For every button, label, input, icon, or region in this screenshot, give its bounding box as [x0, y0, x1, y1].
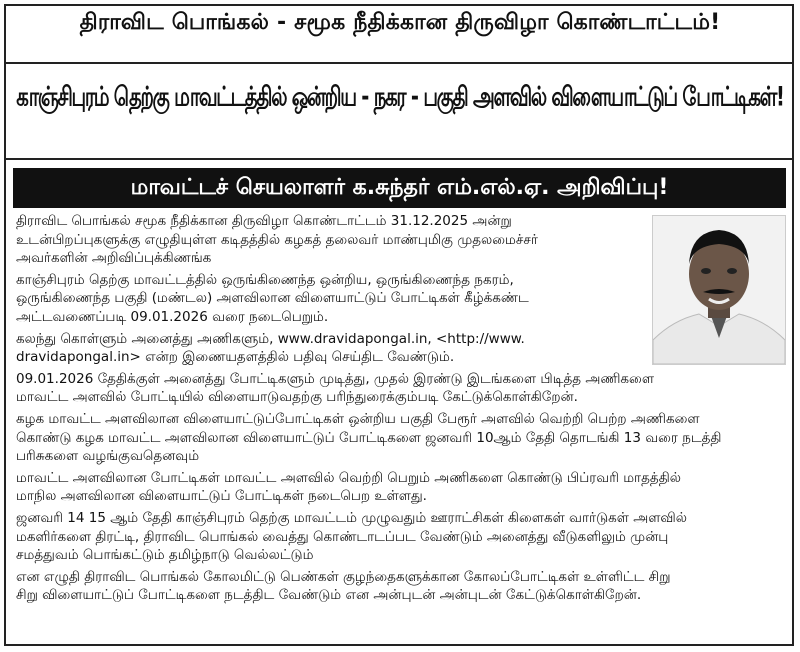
text-line: சிறு விளையாட்டுப் போட்டிகளை நடத்திட வேண்டும் என அன்புடன் அன்புடன் கேட்டுக்கொள்கிறேன். — [16, 587, 642, 604]
text-line: உடன்பிறப்புகளுக்கு எழுதியுள்ள கடிதத்தில் கழகத் தலைவர் மாண்புமிகு முதலமைச்சர் — [16, 231, 538, 248]
text-line: சமத்துவம் பொங்கட்டும் தமிழ்நாடு வெல்லட்டும் — [16, 547, 314, 564]
text-line: கலந்து கொள்ளும் அனைத்து அணிகளும், www.dravidapongal.in, <http://www. — [16, 330, 525, 347]
notice-body — [16, 212, 786, 608]
text-line: திராவிட பொங்கல் சமூக நீதிக்கான திருவிழா கொண்டாட்டம் 31.12.2025 அன்று — [16, 213, 512, 229]
text-line: அட்டவணைப்படி 09.01.2026 வரை நடைபெறும். — [16, 308, 329, 325]
divider — [6, 62, 792, 64]
announcement-banner: மாவட்டச் செயலாளர் க.சுந்தர் எம்.எல்.ஏ. அறிவிப்பு! — [13, 168, 786, 208]
text-line: பரிசுகளை வழங்குவதெனவும் — [16, 448, 200, 465]
text-line: dravidapongal.in> என்ற இணையதளத்தில் பதிவு செய்திட வேண்டும். — [16, 349, 455, 366]
paragraph — [16, 410, 786, 466]
paragraph — [16, 330, 652, 367]
headline-main: காஞ்சிபுரம் தெற்கு மாவட்டத்தில் ஒன்றிய - நகர - பகுதி அளவில் விளையாட்டுப் போட்டிகள்! — [16, 81, 784, 113]
paragraph — [16, 370, 786, 407]
text-line: மாவட்ட அளவில் போட்டியில் விளையாடுவதற்கு பரிந்துரைக்கும்படி கேட்டுக்கொள்கிறேன். — [16, 389, 578, 406]
text-line: 09.01.2026 தேதிக்குள் அனைத்து போட்டிகளும் முடித்து, முதல் இரண்டு இடங்களை பிடித்த அணிகளை — [16, 370, 655, 387]
text-line: மாவட்ட அளவிலான போட்டிகள் மாவட்ட அளவில் வெற்றி பெறும் அணிகளை கொண்டு பிப்ரவரி மாதத்தில் — [16, 469, 681, 486]
divider — [6, 158, 792, 160]
paragraph — [16, 212, 652, 268]
text-line: அவர்களின் அறிவிப்புக்கிணங்க — [16, 250, 212, 267]
text-line: கழக மாவட்ட அளவிலான விளையாட்டுப்போட்டிகள் ஒன்றிய பகுதி பேரூர் அளவில் வெற்றி பெற்ற அணிகளை — [16, 410, 700, 427]
text-line: ஒருங்கிணைந்த பகுதி (மண்டல) அளவிலான விளையாட்டுப் போட்டிகள் கீழ்க்கண்ட — [16, 290, 529, 307]
text-line: கொண்டு கழக மாவட்ட அளவிலான விளையாட்டுப் போட்டிகளை ஜனவரி 10ஆம் தேதி தொடங்கி 13 வரை நடத்தி — [16, 429, 722, 446]
paragraph — [16, 469, 786, 506]
text-line: ஜனவரி 14 15 ஆம் தேதி காஞ்சிபுரம் தெற்கு மாவட்டம் முழுவதும் ஊராட்சிகள் கிளைகள் வார்டுகள் அளவில் — [16, 509, 687, 526]
paragraph — [16, 568, 786, 605]
text-line: என எழுதி திராவிட பொங்கல் கோலமிட்டு பெண்கள் குழந்தைகளுக்கான கோலப்போட்டிகள் உள்ளிட்ட சிறு — [16, 568, 671, 585]
paragraph — [16, 509, 786, 565]
text-line: மாநில அளவிலான விளையாட்டுப் போட்டிகள் நடைபெற உள்ளது. — [16, 488, 427, 505]
text-line: மகளிர்களை திரட்டி, திராவிட பொங்கல் வைத்து கொண்டாடப்பட வேண்டும் அனைத்து வீடுகளிலும் முன்பு — [16, 528, 669, 545]
headline-top: திராவிட பொங்கல் - சமூக நீதிக்கான திருவிழா கொண்டாட்டம்! — [79, 10, 721, 35]
text-line: காஞ்சிபுரம் தெற்கு மாவட்டத்தில் ஒருங்கிணைந்த ஒன்றிய, ஒருங்கிணைந்த நகரம், — [16, 271, 514, 288]
paragraph — [16, 271, 652, 327]
